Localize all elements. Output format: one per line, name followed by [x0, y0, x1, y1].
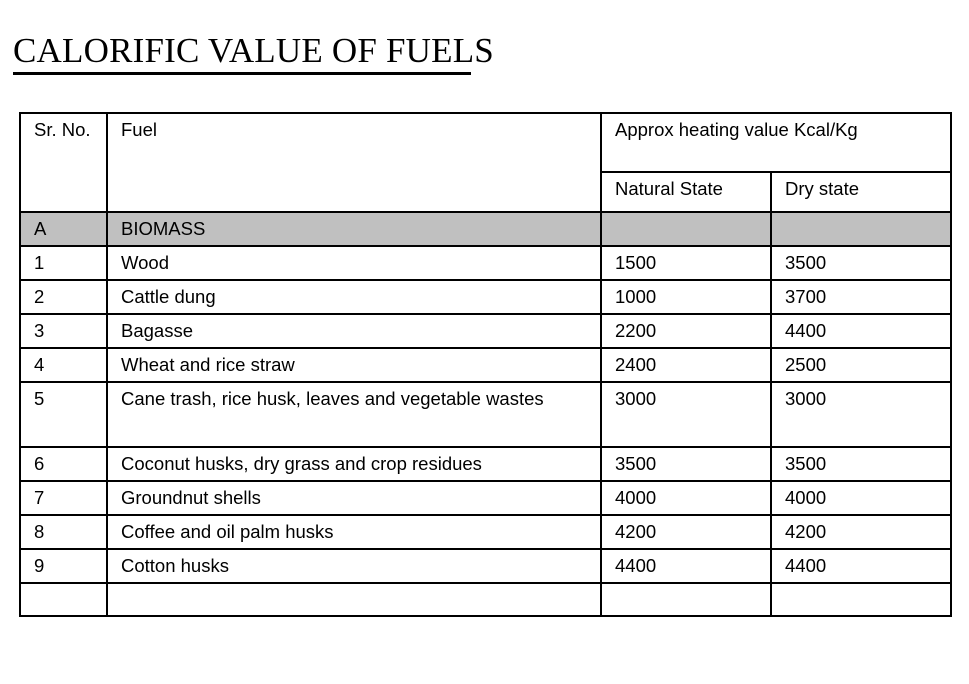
cell-sr-no: 9 — [20, 549, 107, 583]
cell-natural-state — [601, 583, 771, 616]
table-row — [20, 583, 951, 616]
table-row — [20, 314, 951, 348]
table-row — [20, 481, 951, 515]
table-head — [20, 113, 951, 212]
cell-dry-state — [771, 212, 951, 246]
table-row-group-biomass — [20, 212, 951, 246]
cell-sr-no: 2 — [20, 280, 107, 314]
cell-dry-state — [771, 583, 951, 616]
column-header-natural-state: Natural State — [601, 172, 771, 212]
cell-dry-state: 4400 — [771, 314, 951, 348]
table-row — [20, 348, 951, 382]
table-row — [20, 549, 951, 583]
table-header-row-primary — [20, 113, 951, 172]
cell-natural-state: 3000 — [601, 382, 771, 447]
cell-dry-state: 3000 — [771, 382, 951, 447]
cell-fuel: Groundnut shells — [107, 481, 601, 515]
column-header-sr-no: Sr. No. — [20, 113, 107, 212]
table-body — [20, 212, 951, 616]
cell-fuel — [107, 583, 601, 616]
cell-sr-no: 5 — [20, 382, 107, 447]
cell-sr-no: A — [20, 212, 107, 246]
cell-natural-state: 4000 — [601, 481, 771, 515]
cell-dry-state: 4200 — [771, 515, 951, 549]
cell-fuel: Wheat and rice straw — [107, 348, 601, 382]
cell-sr-no: 6 — [20, 447, 107, 481]
table-row — [20, 382, 951, 447]
table-row — [20, 515, 951, 549]
cell-dry-state: 3500 — [771, 447, 951, 481]
column-header-fuel: Fuel — [107, 113, 601, 212]
cell-sr-no: 4 — [20, 348, 107, 382]
page-title-underline — [13, 72, 471, 75]
cell-dry-state: 3500 — [771, 246, 951, 280]
cell-fuel: Bagasse — [107, 314, 601, 348]
cell-fuel: Cotton husks — [107, 549, 601, 583]
cell-dry-state: 4400 — [771, 549, 951, 583]
column-header-dry-state: Dry state — [771, 172, 951, 212]
cell-natural-state: 2200 — [601, 314, 771, 348]
cell-fuel: Cane trash, rice husk, leaves and vegetable wastes — [107, 382, 601, 447]
cell-dry-state: 3700 — [771, 280, 951, 314]
cell-dry-state: 4000 — [771, 481, 951, 515]
cell-fuel: BIOMASS — [107, 212, 601, 246]
cell-sr-no: 8 — [20, 515, 107, 549]
cell-natural-state: 4200 — [601, 515, 771, 549]
table-row — [20, 280, 951, 314]
cell-natural-state — [601, 212, 771, 246]
cell-natural-state: 3500 — [601, 447, 771, 481]
cell-dry-state: 2500 — [771, 348, 951, 382]
cell-fuel: Coffee and oil palm husks — [107, 515, 601, 549]
cell-fuel: Coconut husks, dry grass and crop residues — [107, 447, 601, 481]
table-row — [20, 447, 951, 481]
cell-fuel: Cattle dung — [107, 280, 601, 314]
cell-sr-no: 1 — [20, 246, 107, 280]
calorific-value-table-container — [19, 112, 950, 617]
cell-fuel: Wood — [107, 246, 601, 280]
page-title: CALORIFIC VALUE OF FUELS — [13, 31, 494, 70]
cell-natural-state: 1500 — [601, 246, 771, 280]
cell-sr-no — [20, 583, 107, 616]
calorific-value-table — [19, 112, 952, 617]
table-row — [20, 246, 951, 280]
cell-natural-state: 2400 — [601, 348, 771, 382]
cell-sr-no: 3 — [20, 314, 107, 348]
cell-natural-state: 1000 — [601, 280, 771, 314]
cell-natural-state: 4400 — [601, 549, 771, 583]
column-header-approx-heating-value: Approx heating value Kcal/Kg — [601, 113, 951, 172]
cell-sr-no: 7 — [20, 481, 107, 515]
